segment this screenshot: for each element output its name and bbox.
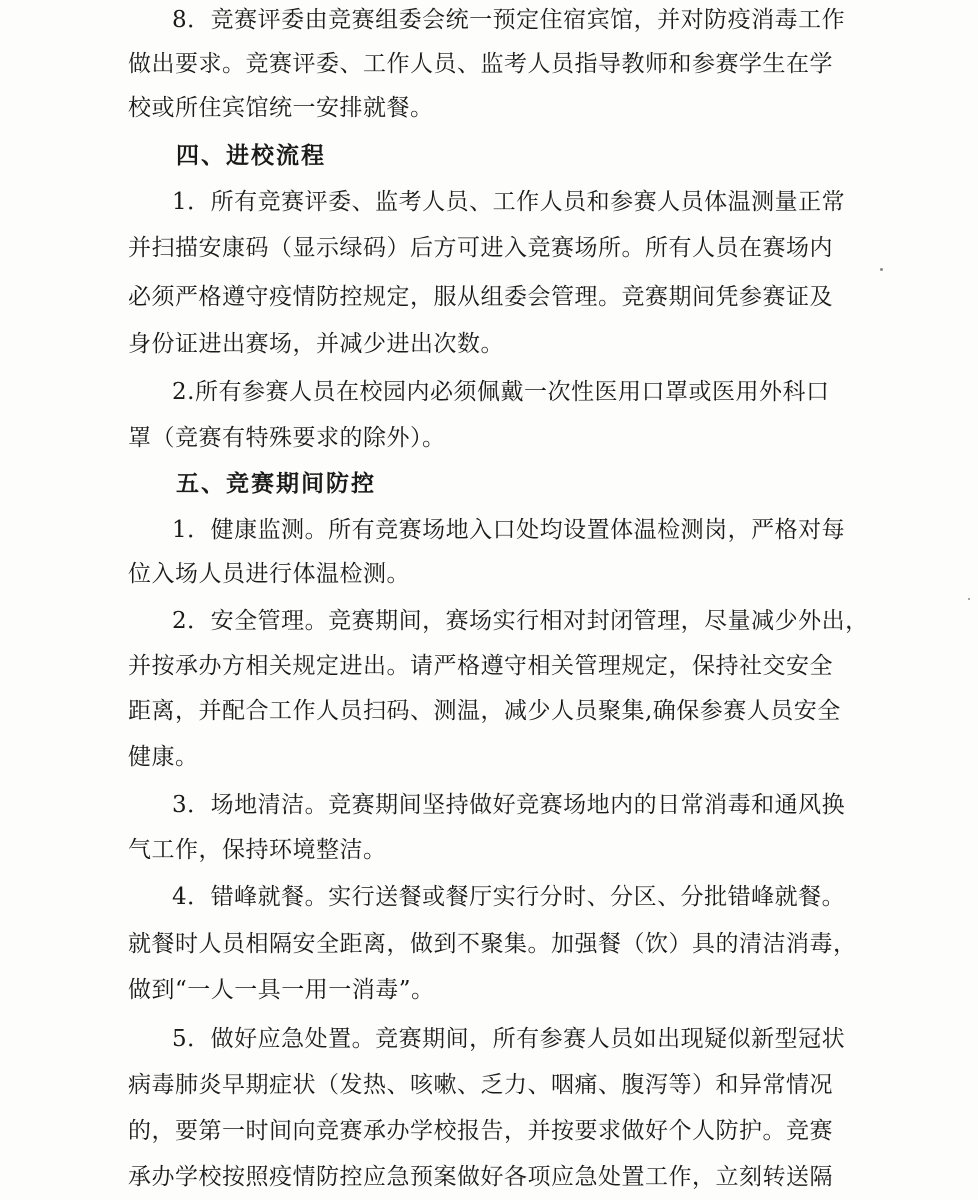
text-line: 4．错峰就餐。实行送餐或餐厅实行分时、分区、分批错峰就餐。 bbox=[172, 884, 846, 910]
text-line: 5．做好应急处置。竞赛期间，所有参赛人员如出现疑似新型冠状 bbox=[172, 1026, 846, 1052]
text-line: 做到“一人一具一用一消毒”。 bbox=[128, 977, 435, 1003]
text-line: 1．健康监测。所有竞赛场地入口处均设置体温检测岗，严格对每 bbox=[172, 517, 846, 543]
text-line: 身份证进出赛场，并减少进出次数。 bbox=[128, 331, 504, 357]
scan-speck bbox=[880, 268, 883, 271]
text-line: 距离，并配合工作人员扫码、测温，减少人员聚集,确保参赛人员安全 bbox=[128, 698, 841, 724]
section-heading: 五、竞赛期间防控 bbox=[176, 471, 376, 497]
scan-speck bbox=[968, 598, 970, 600]
text-line: 位入场人员进行体温检测。 bbox=[128, 561, 410, 587]
text-line: 2．安全管理。竞赛期间，赛场实行相对封闭管理，尽量减少外出， bbox=[172, 608, 869, 634]
text-line: 病毒肺炎早期症状（发热、咳嗽、乏力、咽痛、腹泻等）和异常情况 bbox=[128, 1072, 833, 1098]
text-line: 气工作，保持环境整洁。 bbox=[128, 837, 387, 863]
text-line: 罩（竞赛有特殊要求的除外）。 bbox=[128, 425, 446, 451]
text-line: 必须严格遵守疫情防控规定，服从组委会管理。竞赛期间凭参赛证及 bbox=[128, 284, 833, 310]
text-line: 1．所有竞赛评委、监考人员、工作人员和参赛人员体温测量正常 bbox=[172, 189, 846, 215]
text-line: 并按承办方相关规定进出。请严格遵守相关管理规定，保持社交安全 bbox=[128, 653, 833, 679]
text-line: 并扫描安康码（显示绿码）后方可进入竞赛场所。所有人员在赛场内 bbox=[128, 235, 833, 261]
text-line: 校或所住宾馆统一安排就餐。 bbox=[128, 95, 434, 121]
section-heading: 四、进校流程 bbox=[176, 143, 326, 169]
text-line: 做出要求。竞赛评委、工作人员、监考人员指导教师和参赛学生在学 bbox=[128, 51, 833, 77]
text-line: 2.所有参赛人员在校园内必须佩戴一次性医用口罩或医用外科口 bbox=[172, 379, 830, 405]
text-line: 承办学校按照疫情防控应急预案做好各项应急处置工作，立刻转送隔 bbox=[128, 1164, 833, 1190]
text-line: 的，要第一时间向竞赛承办学校报告，并按要求做好个人防护。竞赛 bbox=[128, 1118, 833, 1144]
text-line: 就餐时人员相隔安全距离，做到不聚集。加强餐（饮）具的清洁消毒， bbox=[128, 931, 857, 957]
text-line: 3．场地清洁。竞赛期间坚持做好竞赛场地内的日常消毒和通风换 bbox=[172, 792, 846, 818]
text-line: 健康。 bbox=[128, 744, 199, 770]
text-line: 8．竞赛评委由竞赛组委会统一预定住宿宾馆，并对防疫消毒工作 bbox=[172, 7, 846, 33]
